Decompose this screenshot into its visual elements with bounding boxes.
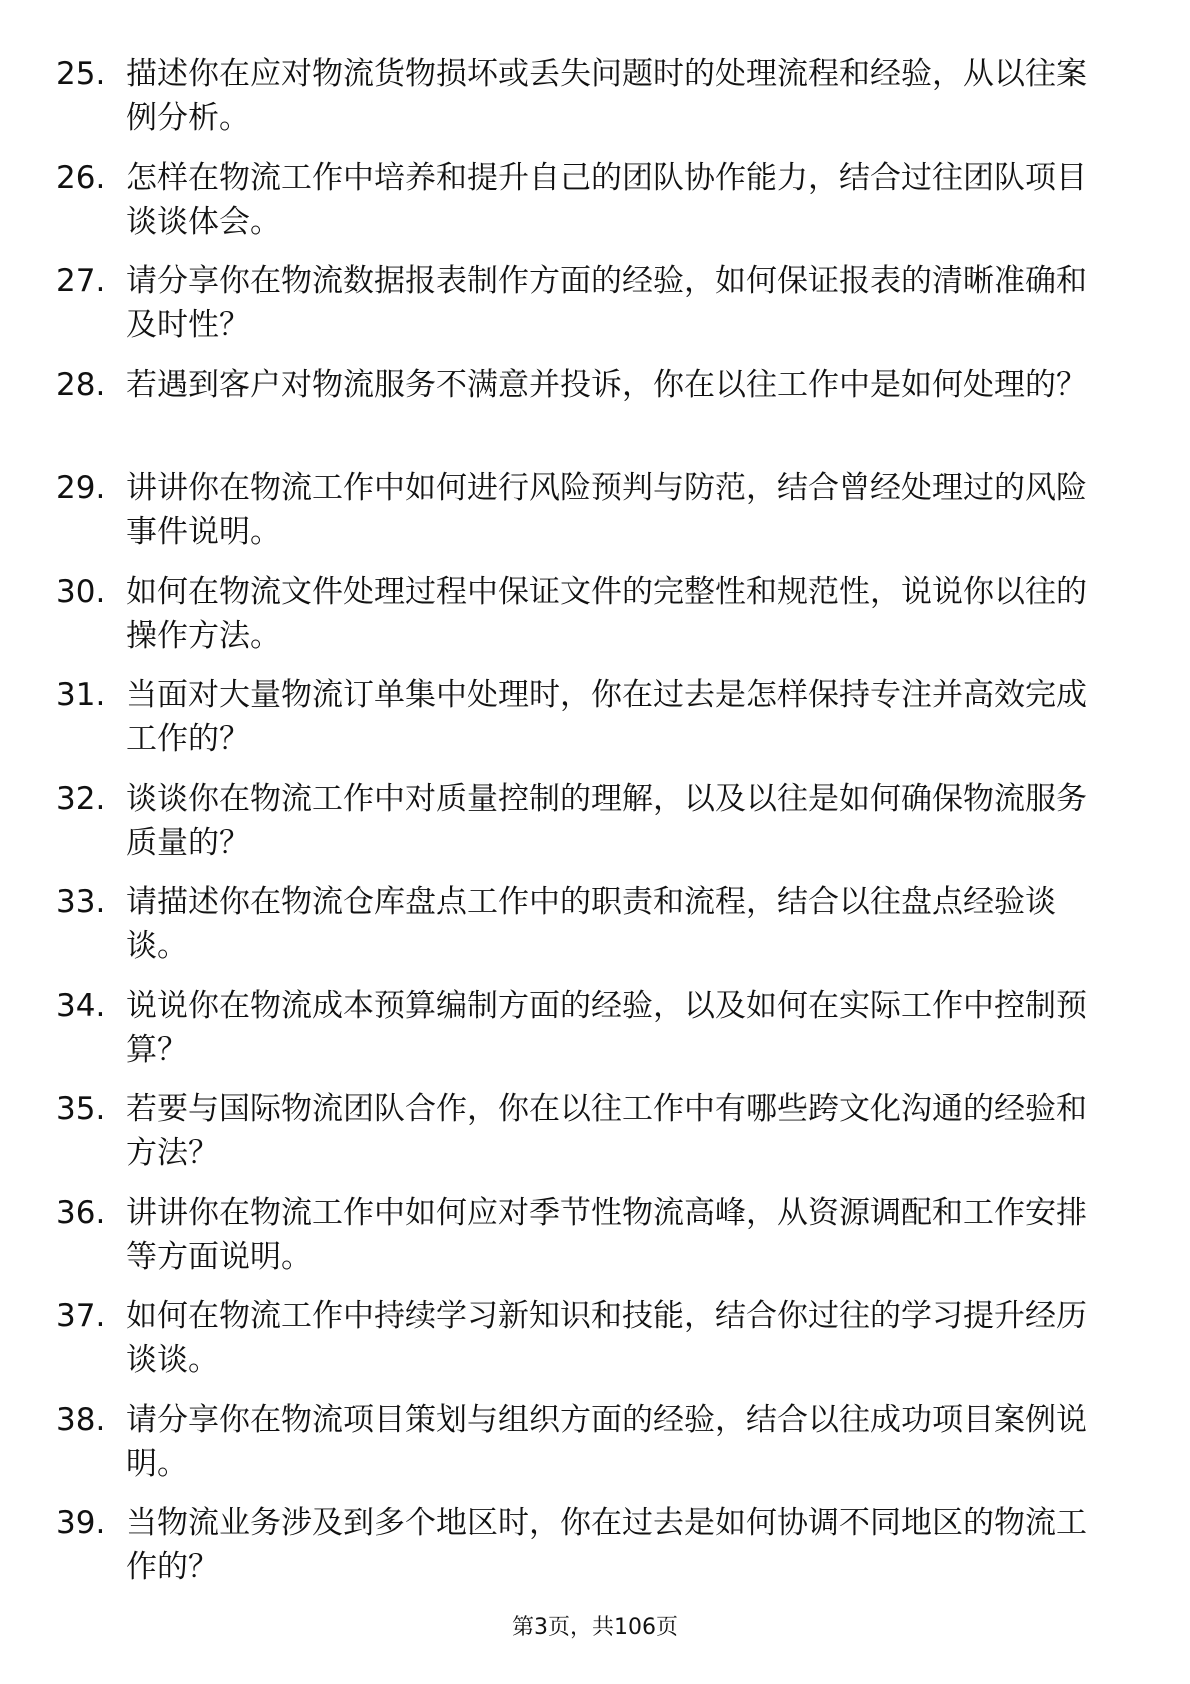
question-number: 36. — [56, 1194, 106, 1231]
question-item — [56, 1398, 1116, 1502]
question-number: 31. — [56, 677, 106, 713]
question-item — [56, 1191, 1116, 1295]
page-footer: 第3页，共106页 — [512, 1615, 678, 1640]
question-item — [56, 570, 1116, 674]
question-number: 35. — [56, 1091, 106, 1127]
question-number: 30. — [56, 573, 106, 610]
question-number: 26. — [56, 159, 106, 196]
question-number: 25. — [56, 56, 106, 92]
question-number: 29. — [56, 470, 106, 506]
question-text: 请描述你在物流仓库盘点工作中的职责和流程，结合以往盘点经验谈谈。 — [126, 884, 1056, 964]
question-text: 如何在物流工作中持续学习新知识和技能，结合你过往的学习提升经历谈谈。 — [126, 1298, 1087, 1378]
question-number: 39. — [56, 1505, 106, 1541]
question-item — [56, 1294, 1116, 1398]
question-item — [56, 673, 1116, 777]
question-text: 若遇到客户对物流服务不满意并投诉，你在以往工作中是如何处理的？ — [126, 366, 1087, 403]
question-item — [56, 156, 1116, 260]
question-item — [56, 1501, 1116, 1605]
question-number: 37. — [56, 1298, 106, 1334]
question-number: 33. — [56, 884, 106, 920]
question-text: 描述你在应对物流货物损坏或丢失问题时的处理流程和经验，从以往案例分析。 — [126, 56, 1087, 136]
question-item — [56, 777, 1116, 881]
question-text: 若要与国际物流团队合作，你在以往工作中有哪些跨文化沟通的经验和方法？ — [126, 1091, 1087, 1171]
question-item — [56, 52, 1116, 156]
question-item — [56, 1087, 1116, 1191]
question-text: 讲讲你在物流工作中如何应对季节性物流高峰，从资源调配和工作安排等方面说明。 — [126, 1194, 1087, 1275]
question-text: 说说你在物流成本预算编制方面的经验，以及如何在实际工作中控制预算？ — [126, 987, 1087, 1068]
question-item — [56, 880, 1116, 984]
question-list — [56, 52, 1116, 1605]
question-item — [56, 466, 1116, 570]
question-text: 怎样在物流工作中培养和提升自己的团队协作能力，结合过往团队项目谈谈体会。 — [126, 159, 1087, 240]
question-text: 当物流业务涉及到多个地区时，你在过去是如何协调不同地区的物流工作的？ — [126, 1505, 1087, 1585]
question-number: 38. — [56, 1401, 106, 1438]
question-text: 如何在物流文件处理过程中保证文件的完整性和规范性，说说你以往的操作方法。 — [126, 573, 1087, 654]
question-text: 请分享你在物流项目策划与组织方面的经验，结合以往成功项目案例说明。 — [126, 1401, 1087, 1482]
question-number: 32. — [56, 780, 106, 817]
question-item — [56, 363, 1116, 467]
question-text: 请分享你在物流数据报表制作方面的经验，如何保证报表的清晰准确和及时性？ — [126, 263, 1087, 343]
question-item — [56, 259, 1116, 363]
question-number: 34. — [56, 987, 106, 1024]
question-text: 当面对大量物流订单集中处理时，你在过去是怎样保持专注并高效完成工作的？ — [126, 677, 1087, 757]
question-item — [56, 984, 1116, 1088]
question-text: 谈谈你在物流工作中对质量控制的理解，以及以往是如何确保物流服务质量的？ — [126, 780, 1087, 861]
question-number: 27. — [56, 263, 106, 299]
question-text: 讲讲你在物流工作中如何进行风险预判与防范，结合曾经处理过的风险事件说明。 — [126, 470, 1087, 550]
question-number: 28. — [56, 366, 106, 403]
